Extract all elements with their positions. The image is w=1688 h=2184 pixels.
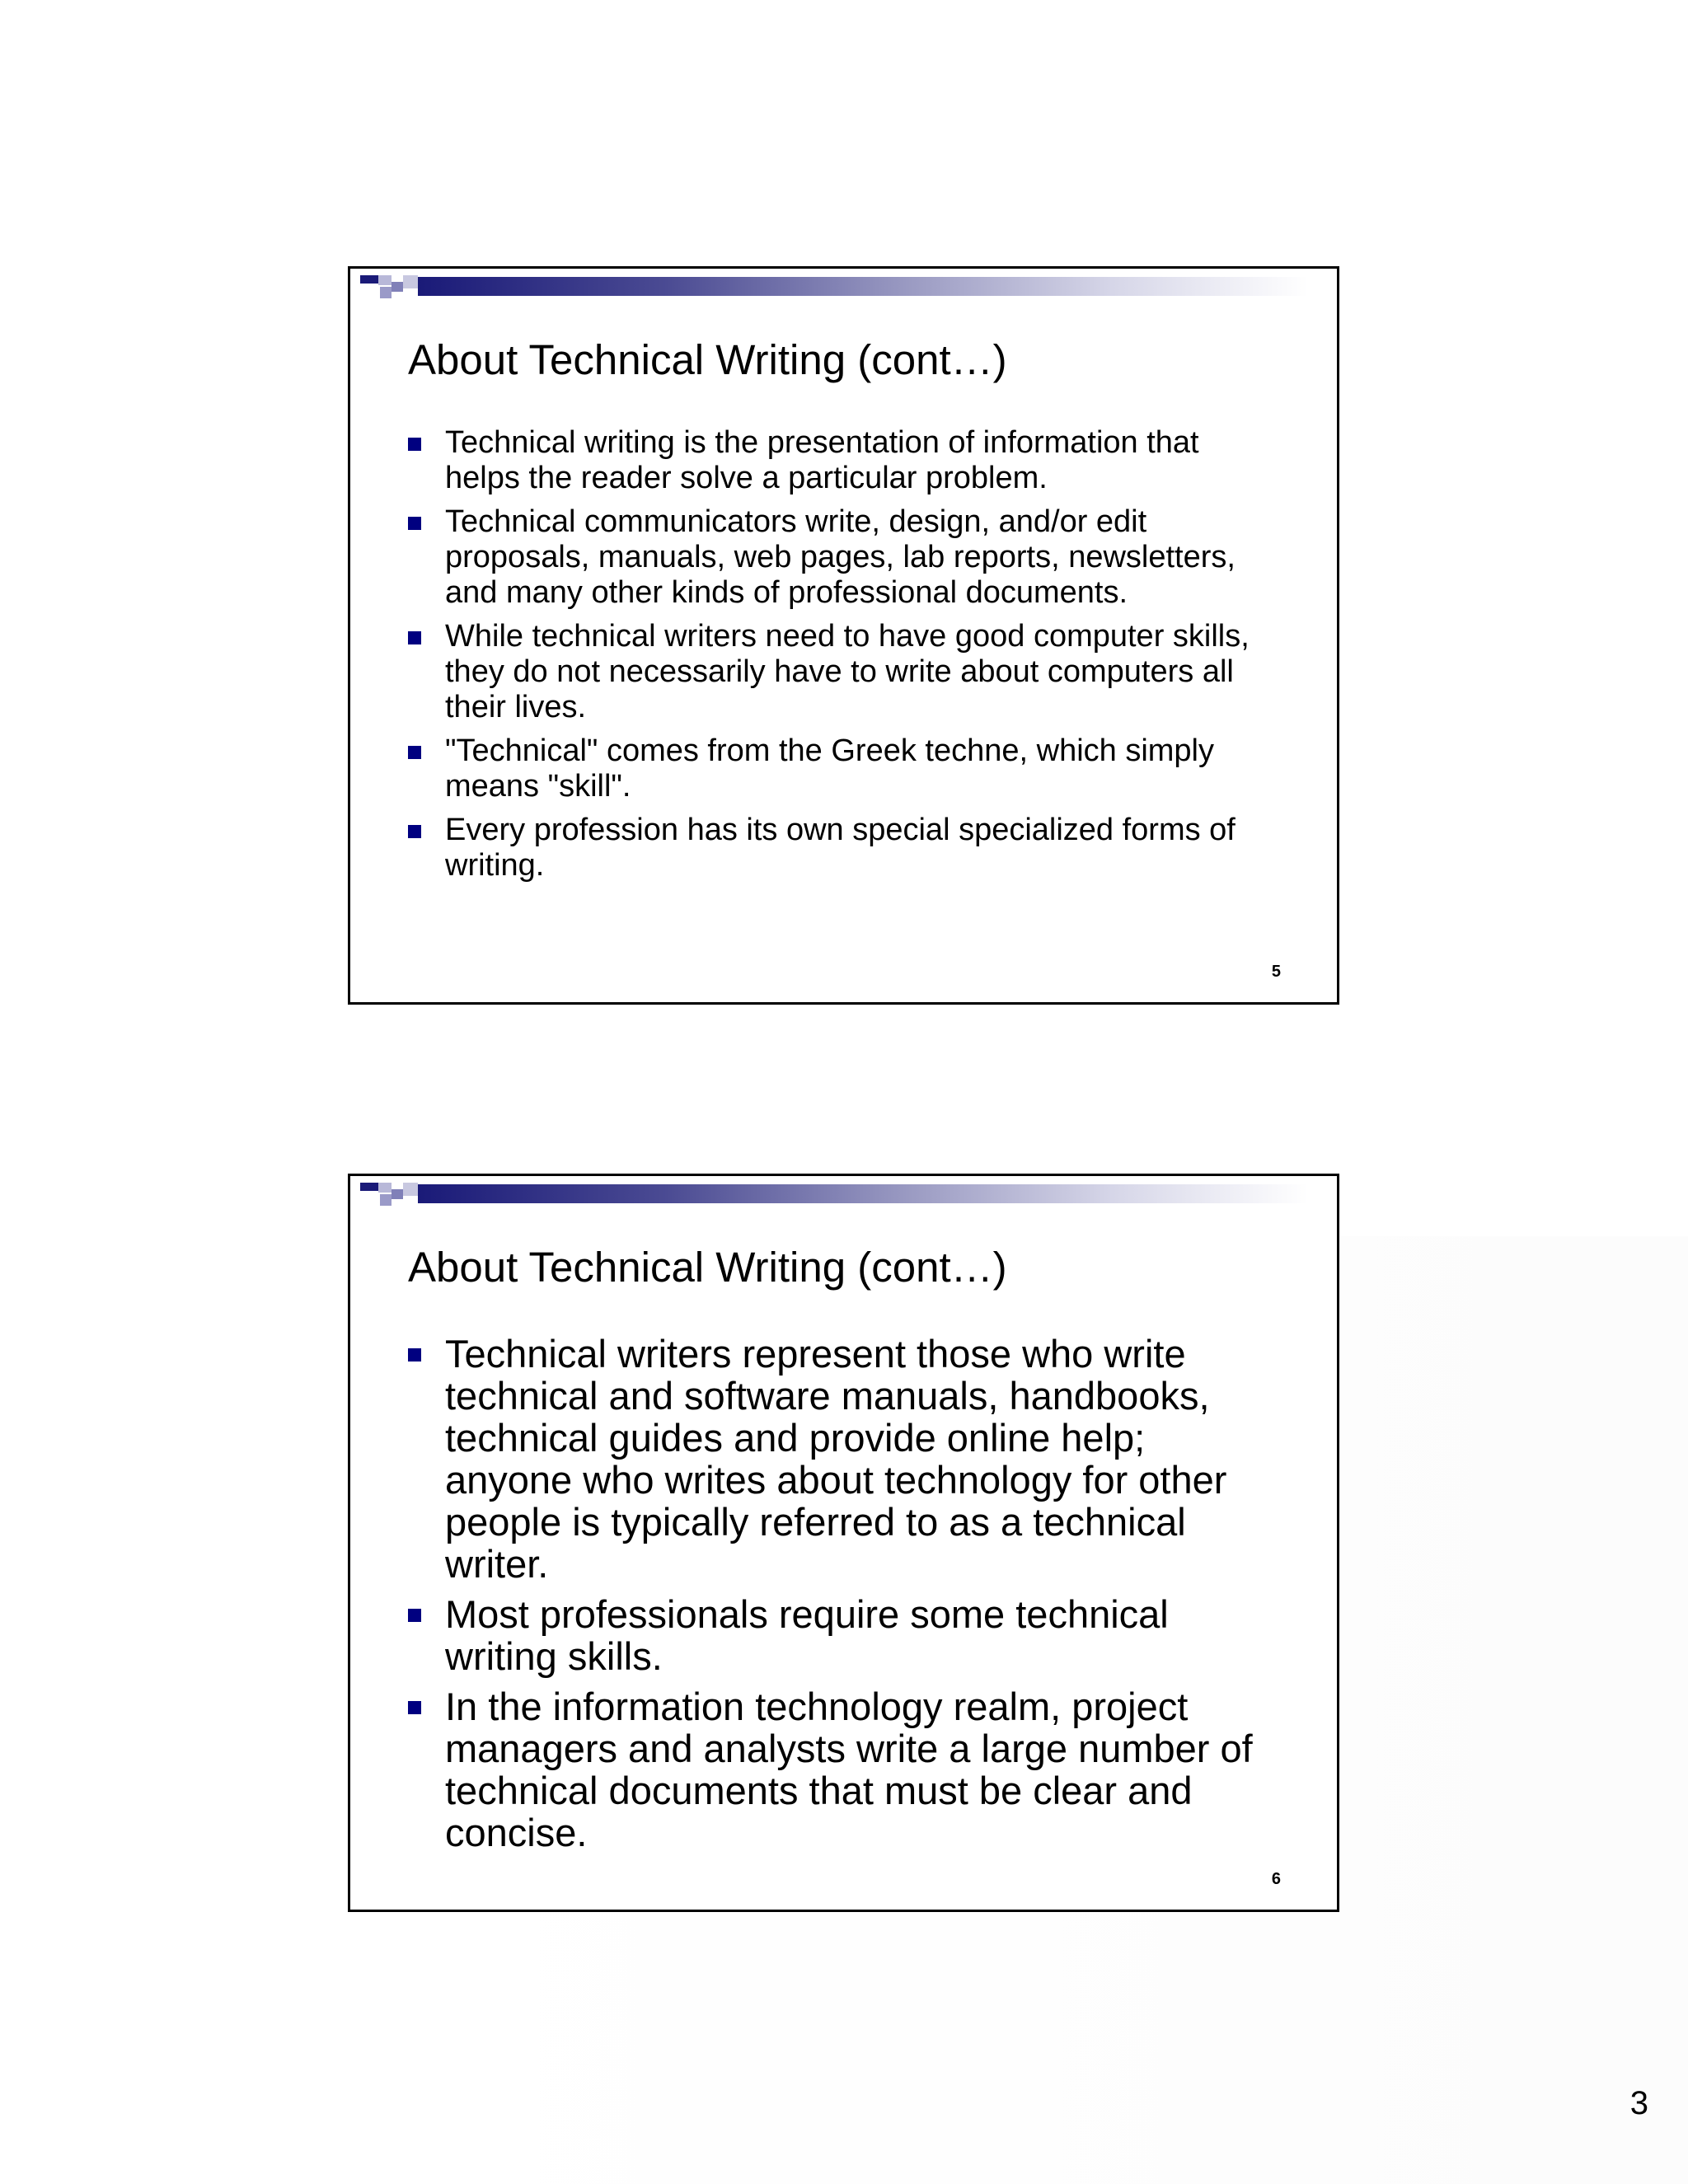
bullet-text: Technical writing is the presentation of information that helps the reader solve a particular problem. (445, 425, 1199, 495)
square-bullet-icon (408, 746, 421, 759)
square-bullet-icon (408, 1701, 421, 1714)
square-bullet-icon (408, 631, 421, 644)
list-item (408, 1685, 1282, 1854)
square-bullet-icon (408, 1348, 421, 1361)
bullet-text: While technical writers need to have good computer skills, they do not necessarily have to write about computers all their lives. (445, 619, 1250, 724)
decor-pixel (360, 1183, 378, 1191)
square-bullet-icon (408, 1609, 421, 1622)
bullet-text: In the information technology realm, project managers and analysts write a large number of technical documents that must be clear and concise. (445, 1685, 1253, 1854)
slide-title: About Technical Writing (cont…) (408, 336, 1007, 383)
bullet-text: Most professionals require some technical writing skills. (445, 1592, 1169, 1678)
decor-pixel (360, 275, 378, 284)
slide-number: 5 (1271, 963, 1281, 981)
list-item (408, 813, 1282, 883)
bullet-list (408, 425, 1282, 892)
list-item (408, 619, 1282, 725)
title-bar-decoration (418, 277, 1308, 296)
decor-pixel (378, 1183, 392, 1193)
list-item (408, 733, 1282, 804)
bullet-list (408, 1333, 1282, 1862)
list-item (408, 425, 1282, 496)
decor-pixel (392, 282, 403, 292)
page-number: 3 (1629, 2085, 1648, 2121)
bullet-text: "Technical" comes from the Greek techne, which simply means "skill". (445, 733, 1215, 804)
bullet-text: Technical writers represent those who write technical and software manuals, handbooks, technical guides and provide online help; anyone who writes about technology for other people is typically referred to as a technical writer. (445, 1332, 1227, 1586)
list-item (408, 504, 1282, 611)
decor-pixel (392, 1189, 403, 1199)
decor-pixel (403, 275, 418, 288)
square-bullet-icon (408, 517, 421, 530)
bullet-text: Technical communicators write, design, and/or edit proposals, manuals, web pages, lab reports, newsletters, and many other kinds of professional documents. (445, 504, 1236, 610)
square-bullet-icon (408, 825, 421, 838)
slide-title: About Technical Writing (cont…) (408, 1244, 1007, 1291)
decor-pixel (403, 1183, 418, 1196)
slide-5 (348, 266, 1339, 1005)
decor-pixel (380, 1194, 392, 1206)
square-bullet-icon (408, 438, 421, 451)
slide-6 (348, 1174, 1339, 1912)
title-bar-decoration (418, 1184, 1308, 1203)
bullet-text: Every profession has its own special specialized forms of writing. (445, 813, 1236, 883)
list-item (408, 1333, 1282, 1585)
decor-pixel (378, 275, 392, 285)
slide-number: 6 (1271, 1870, 1281, 1888)
list-item (408, 1593, 1282, 1677)
decor-pixel (380, 287, 392, 298)
